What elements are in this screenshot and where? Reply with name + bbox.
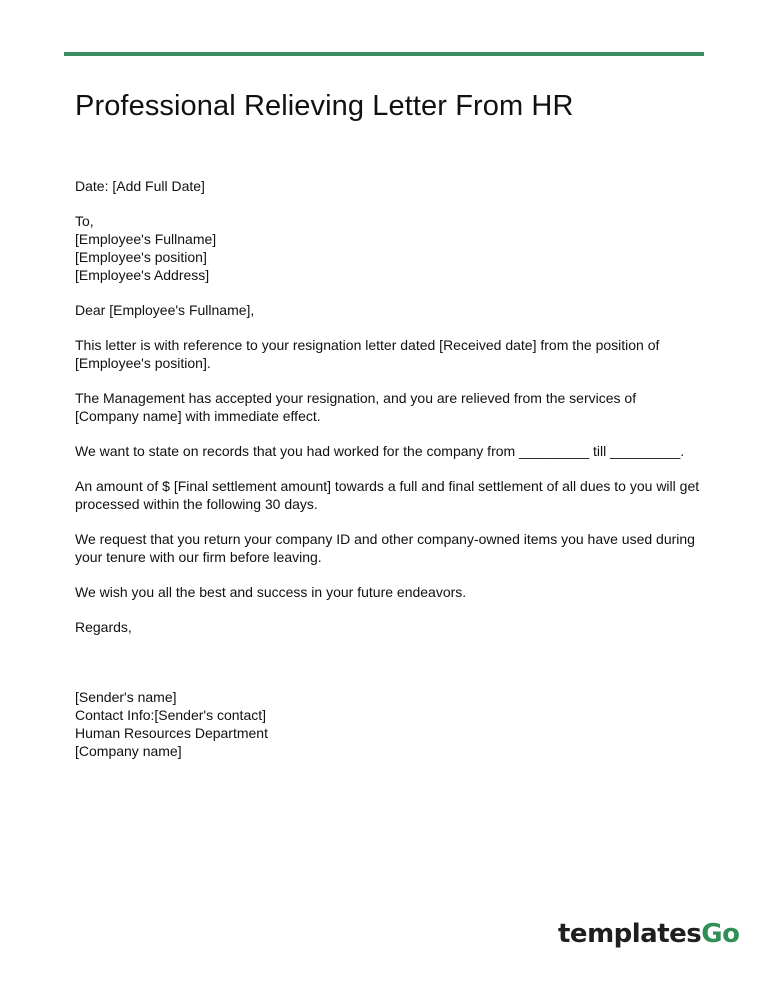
recipient-line: To, <box>75 213 94 229</box>
body-paragraph: The Management has accepted your resignation, and you are relieved from the services of [Company name] with immediate effect. <box>75 390 637 424</box>
recipient-block <box>75 212 700 284</box>
templatesgo-logo <box>558 914 748 954</box>
signature-line: [Sender's name] <box>75 689 177 705</box>
body-paragraph: We request that you return your company ID and other company-owned items you have used during your tenure with our firm before leaving. <box>75 531 695 565</box>
signature-line: Contact Info:[Sender's contact] <box>75 707 267 723</box>
date-line: Date: [Add Full Date] <box>75 178 205 194</box>
body-paragraph: An amount of $ [Final settlement amount] towards a full and final settlement of all dues to you will get processed within the following 30 days. <box>75 478 700 512</box>
recipient-line: [Employee's Address] <box>75 267 210 283</box>
body-paragraph: We want to state on records that you had worked for the company from _________ till _________. <box>75 443 685 459</box>
top-accent-rule <box>64 52 704 56</box>
closing: Regards, <box>75 619 132 635</box>
logo-text-dark: templates <box>558 919 702 949</box>
signature-line: [Company name] <box>75 743 182 759</box>
body-paragraph: This letter is with reference to your resignation letter dated [Received date] from the position of [Employee's position]. <box>75 337 660 371</box>
document-title: Professional Relieving Letter From HR <box>75 90 574 122</box>
logo-text-green: Go <box>701 919 740 949</box>
salutation: Dear [Employee's Fullname], <box>75 302 255 318</box>
letter-body <box>75 177 700 777</box>
signature-space <box>75 653 700 688</box>
signature-line: Human Resources Department <box>75 725 268 741</box>
body-paragraph: We wish you all the best and success in your future endeavors. <box>75 584 467 600</box>
recipient-line: [Employee's position] <box>75 249 207 265</box>
recipient-line: [Employee's Fullname] <box>75 231 217 247</box>
signature-block <box>75 688 700 760</box>
